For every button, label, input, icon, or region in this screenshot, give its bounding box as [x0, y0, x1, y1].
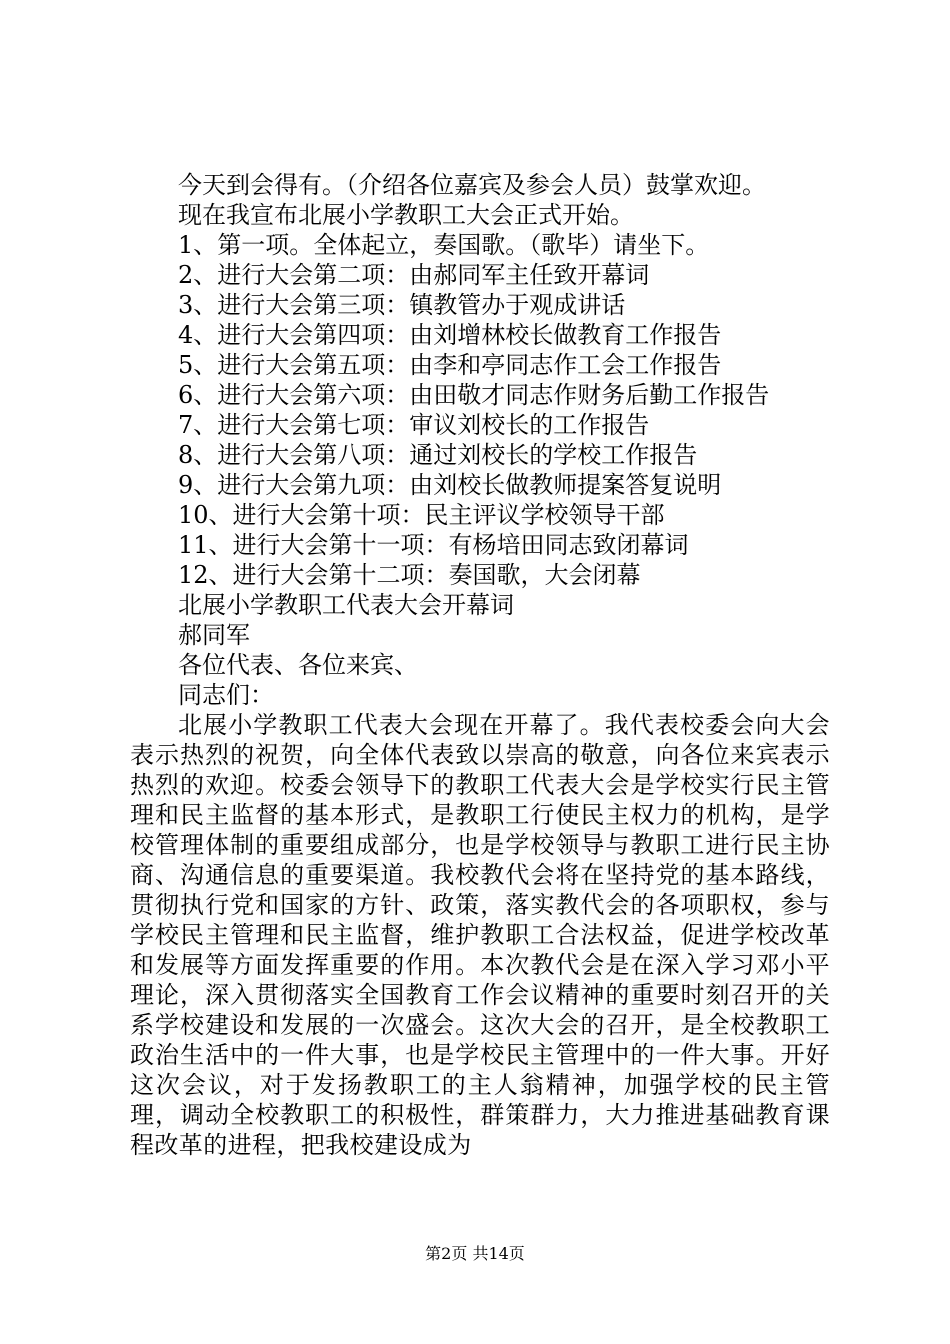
salutation: 各位代表、各位来宾、	[178, 651, 418, 679]
agenda-item: 12、进行大会第十二项：奏国歌，大会闭幕	[178, 561, 641, 589]
agenda-item: 9、进行大会第九项：由刘校长做教师提案答复说明	[178, 471, 722, 499]
page-footer: 第2页 共14页	[425, 1244, 525, 1263]
document-body	[130, 170, 830, 1160]
agenda-item: 1、第一项。全体起立，奏国歌。（歌毕）请坐下。	[178, 231, 710, 259]
agenda-item: 11、进行大会第十一项：有杨培田同志致闭幕词	[178, 531, 689, 559]
agenda-item: 10、进行大会第十项：民主评议学校领导干部	[178, 501, 665, 529]
speaker-name: 郝同军	[178, 621, 250, 649]
agenda-item: 7、进行大会第七项：审议刘校长的工作报告	[178, 411, 650, 439]
agenda-item: 4、进行大会第四项：由刘增林校长做教育工作报告	[178, 321, 722, 349]
agenda-item: 5、进行大会第五项：由李和亭同志作工会工作报告	[178, 351, 722, 379]
text-line: 现在我宣布北展小学教职工大会正式开始。	[178, 201, 634, 229]
speech-paragraph: 北展小学教职工代表大会现在开幕了。我代表校委会向大会表示热烈的祝贺，向全体代表致以崇高的敬意，向各位来宾表示热烈的欢迎。校委会领导下的教职工代表大会是学校实行民主管理和民主监督的基本形式，是教职工行使民主权力的机构，是学校管理体制的重要组成部分，也是学校领导与教职工进行民主协商、沟通信息的重要渠道。我校教代会将在坚持党的基本路线，贯彻执行党和国家的方针、政策，落实教代会的各项职权，参与学校民主管理和民主监督，维护教职工合法权益，促进学校改革和发展等方面发挥重要的作用。本次教代会是在深入学习邓小平理论，深入贯彻落实全国教育工作会议精神的重要时刻召开的关系学校建设和发展的一次盛会。这次大会的召开，是全校教职工政治生活中的一件大事，也是学校民主管理中的一件大事。开好这次会议，对于发扬教职工的主人翁精神，加强学校的民主管理，调动全校教职工的积极性，群策群力，大力推进基础教育课程改革的进程，把我校建设成为	[130, 711, 830, 1159]
agenda-item: 3、进行大会第三项：镇教管办于观成讲话	[178, 291, 626, 319]
agenda-item: 8、进行大会第八项：通过刘校长的学校工作报告	[178, 441, 698, 469]
agenda-item: 2、进行大会第二项：由郝同军主任致开幕词	[178, 261, 650, 289]
speech-title: 北展小学教职工代表大会开幕词	[178, 591, 514, 619]
agenda-item: 6、进行大会第六项：由田敬才同志作财务后勤工作报告	[178, 381, 770, 409]
salutation: 同志们：	[178, 681, 274, 709]
text-line: 今天到会得有。（介绍各位嘉宾及参会人员）鼓掌欢迎。	[178, 171, 766, 199]
